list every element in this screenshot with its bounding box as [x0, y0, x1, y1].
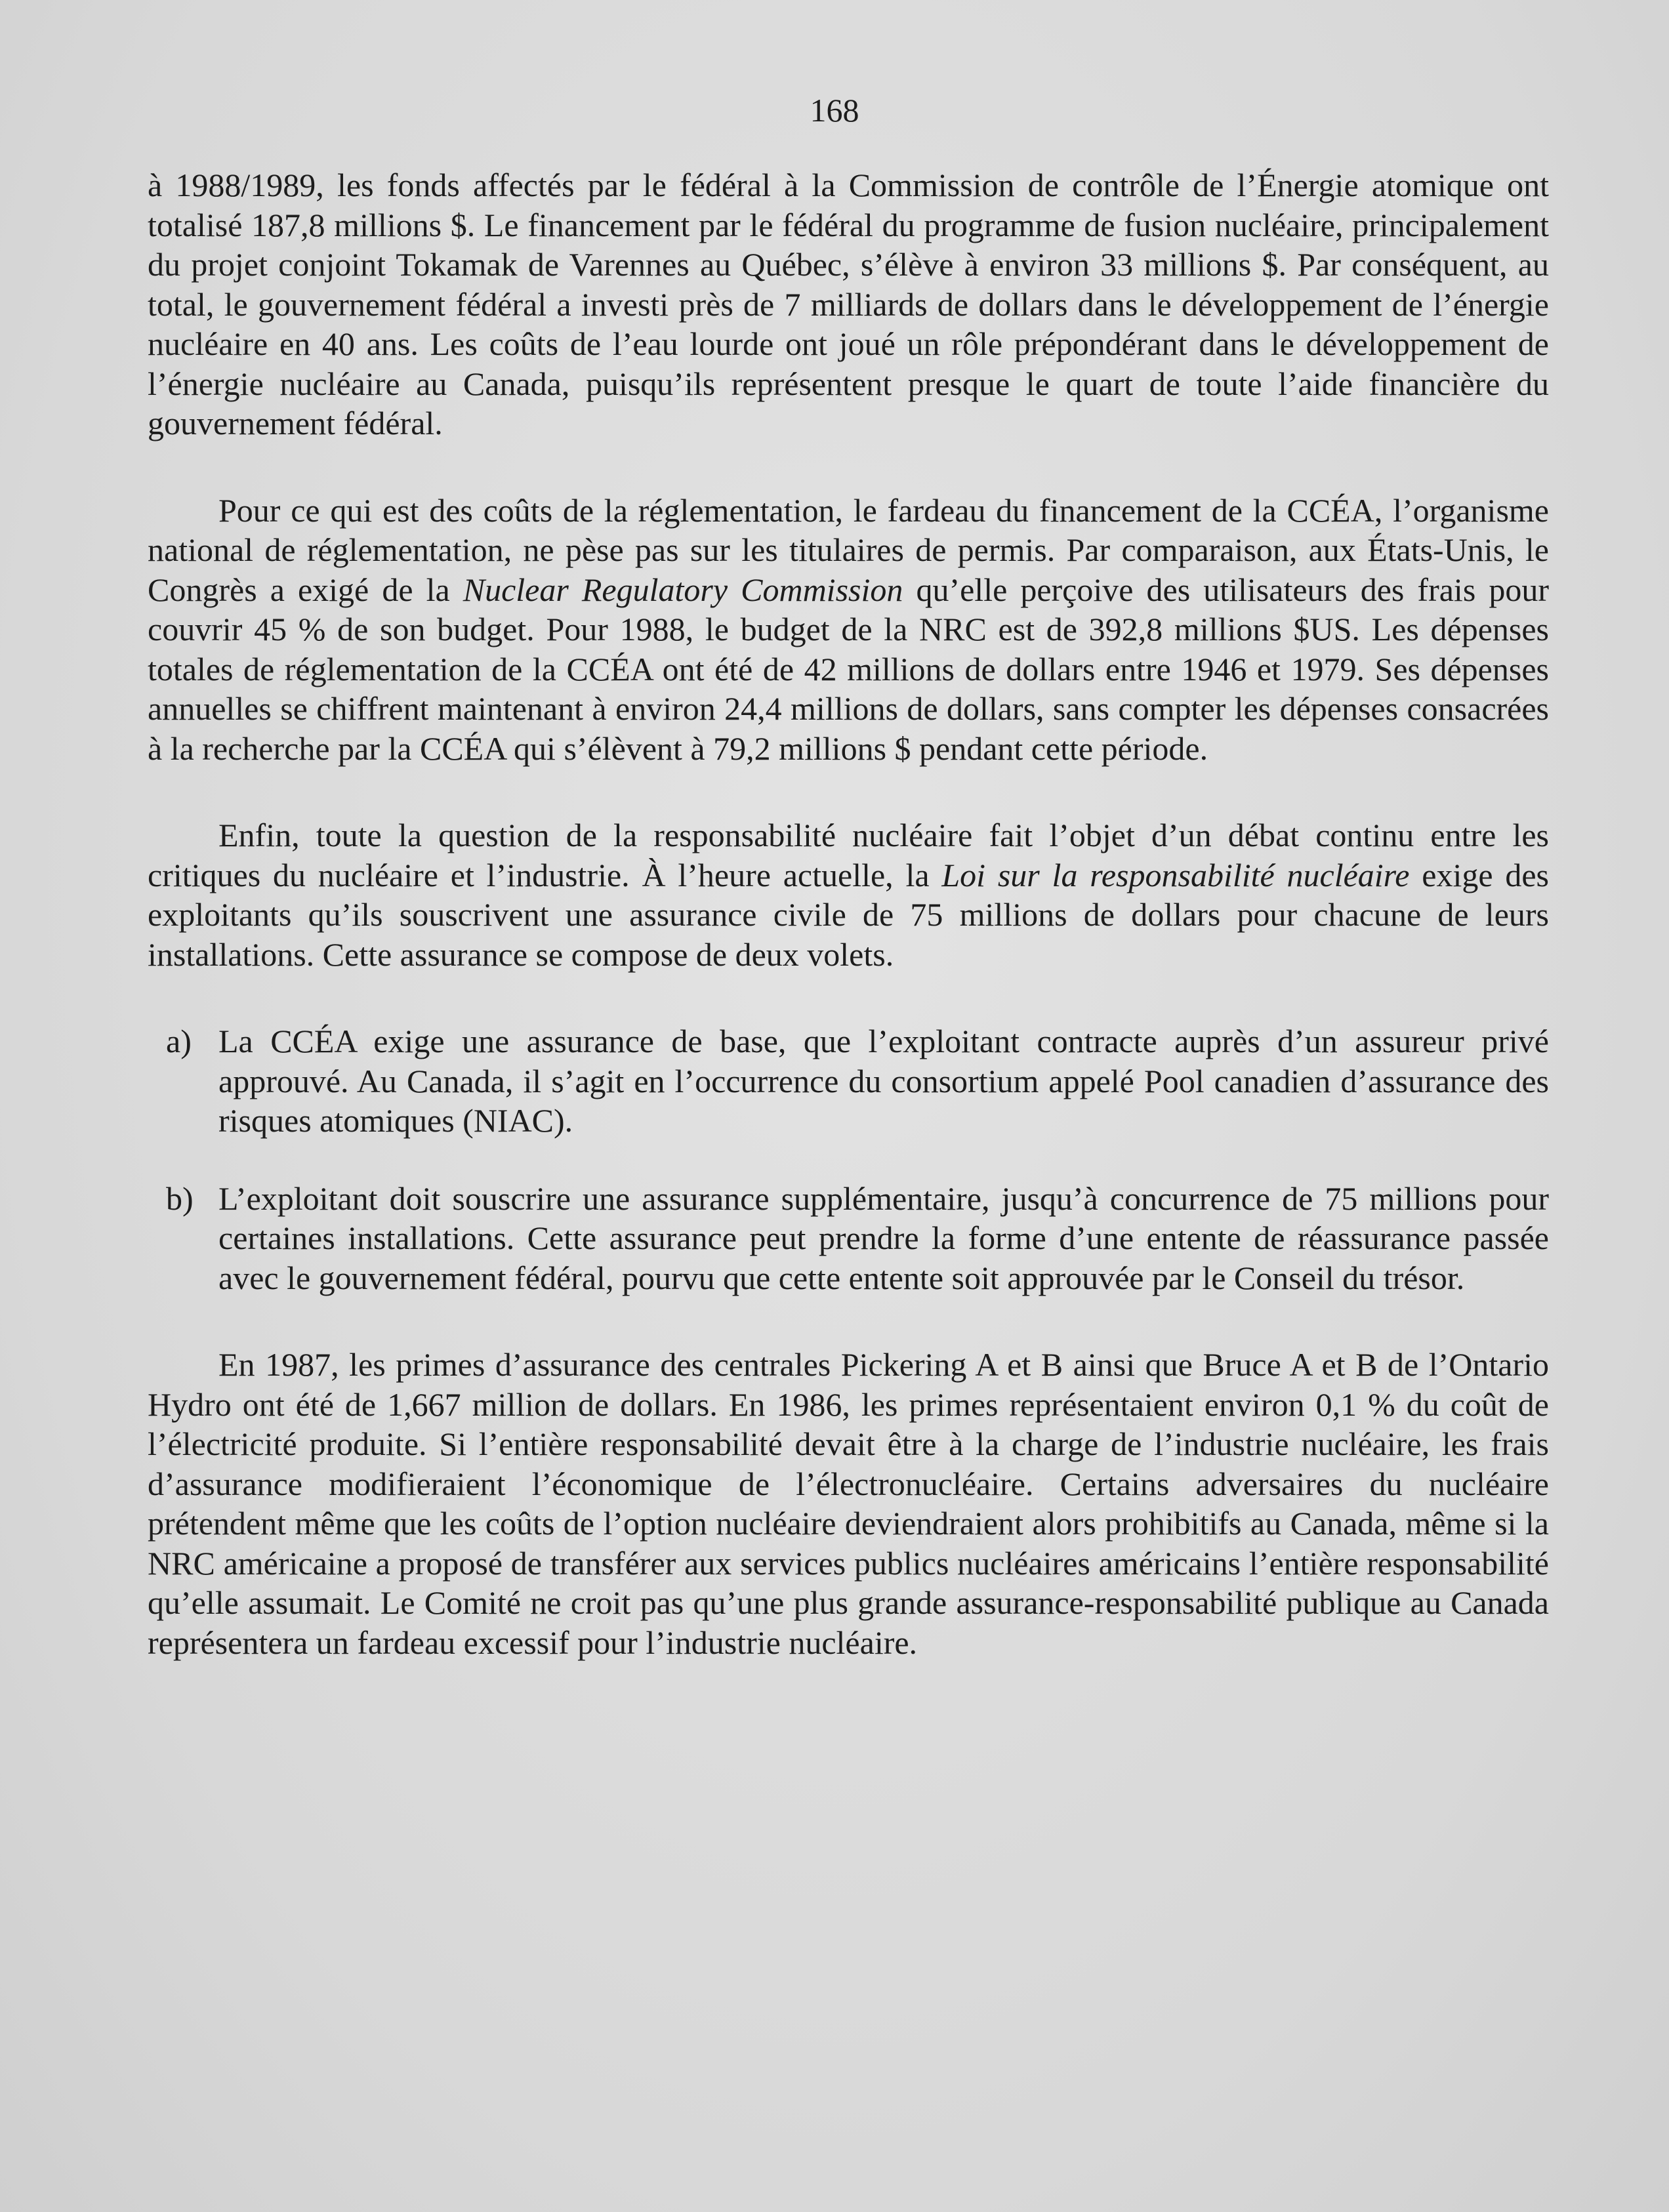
list-marker-a: a): [166, 1023, 192, 1059]
list-item-text: La CCÉA exige une assurance de base, que l’exploitant contracte auprès d’un assureur privé approuvé. Au Canada, il s’agit en l’occurrence du consortium appelé Pool canadien d’assurance des risques atomiques (NIAC).: [218, 1023, 1549, 1139]
paragraph-nuclear-liability: [148, 815, 1549, 974]
page-number: 168: [810, 92, 859, 129]
document-body: [148, 165, 1549, 1710]
list-marker-b: b): [166, 1179, 194, 1217]
law-italic-title: Loi sur la responsabilité nucléaire: [941, 856, 1410, 893]
paragraph-regulation-costs: [148, 491, 1549, 769]
insurance-components-list: [148, 1021, 1549, 1298]
paragraph-regulation-costs-text-end: qu’elle perçoive des utilisateurs des frais pour couvrir 45 % de son budget. Pour 1988, le budget de la NRC est de 392,8 millions $US. Les dépenses totales de réglementation de la CCÉA ont été de 42 millions de dollars entre 1946 et 1979. Ses dépenses annuelles se chiffrent maintenant à environ 24,4 millions de dollars, sans compter les dépenses consacrées à la recherche par la CCÉA qui s’élèvent à 79,2 millions $ pendant cette période.: [148, 571, 1549, 767]
paragraph-nuclear-liability-text-start: Enfin, toute la question de la responsabilité nucléaire fait l’objet d’un débat continu entre les critiques du nucléaire et l’industrie. À l’heure actuelle, la: [148, 817, 1549, 893]
paragraph-federal-funding: à 1988/1989, les fonds affectés par le fédéral à la Commission de contrôle de l’Énergie atomique ont totalisé 187,8 millions $. Le financement par le fédéral du programme de fusion nucléaire, principalement du projet conjoint Tokamak de Varennes au Québec, s’élève à environ 33 millions $. Par conséquent, au total, le gouvernement fédéral a investi près de 7 milliards de dollars dans le développement de l’énergie nucléaire en 40 ans. Les coûts de l’eau lourde ont joué un rôle prépondérant dans le développement de l’énergie nucléaire au Canada, puisqu’ils représentent presque le quart de toute l’aide financière du gouvernement fédéral.: [148, 167, 1549, 441]
nrc-italic-name: Nuclear Regulatory Commission: [463, 571, 903, 608]
list-item-text: L’exploitant doit souscrire une assurance supplémentaire, jusqu’à concurrence de 75 millions pour certaines installations. Cette assurance peut prendre la forme d’une entente de réassurance passée avec le gouvernement fédéral, pourvu que cette entente soit approuvée par le Conseil du trésor.: [218, 1179, 1549, 1296]
paragraph-nuclear-liability-text-end: exige des exploitants qu’ils souscrivent une assurance civile de 75 millions de dollars pour chacune de leurs installations. Cette assurance se compose de deux volets.: [148, 856, 1549, 973]
paragraph-regulation-costs-text-start: Pour ce qui est des coûts de la réglementation, le fardeau du financement de la CCÉA, l’organisme national de réglementation, ne pèse pas sur les titulaires de permis. Par comparaison, aux États-Unis, le Congrès a exigé de la: [148, 491, 1549, 608]
paragraph-insurance-premiums: En 1987, les primes d’assurance des centrales Pickering A et B ainsi que Bruce A et B de l’Ontario Hydro ont été de 1,667 million de dollars. En 1986, les primes représentaient environ 0,1 % du coût de l’électricité produite. Si l’entière responsabilité devait être à la charge de l’industrie nucléaire, les frais d’assurance modifieraient l’économique de l’électronucléaire. Certains adversaires du nucléaire prétendent même que les coûts de l’option nucléaire deviendraient alors prohibitifs au Canada, même si la NRC américaine a proposé de transférer aux services publics nucléaires américains l’entière responsabilité qu’elle assumait. Le Comité ne croit pas qu’une plus grande assurance-responsabilité publique au Canada représentera un fardeau excessif pour l’industrie nucléaire.: [148, 1346, 1549, 1661]
list-item-basic-insurance: [148, 1021, 1549, 1141]
list-item-supplementary-insurance: [148, 1179, 1549, 1298]
